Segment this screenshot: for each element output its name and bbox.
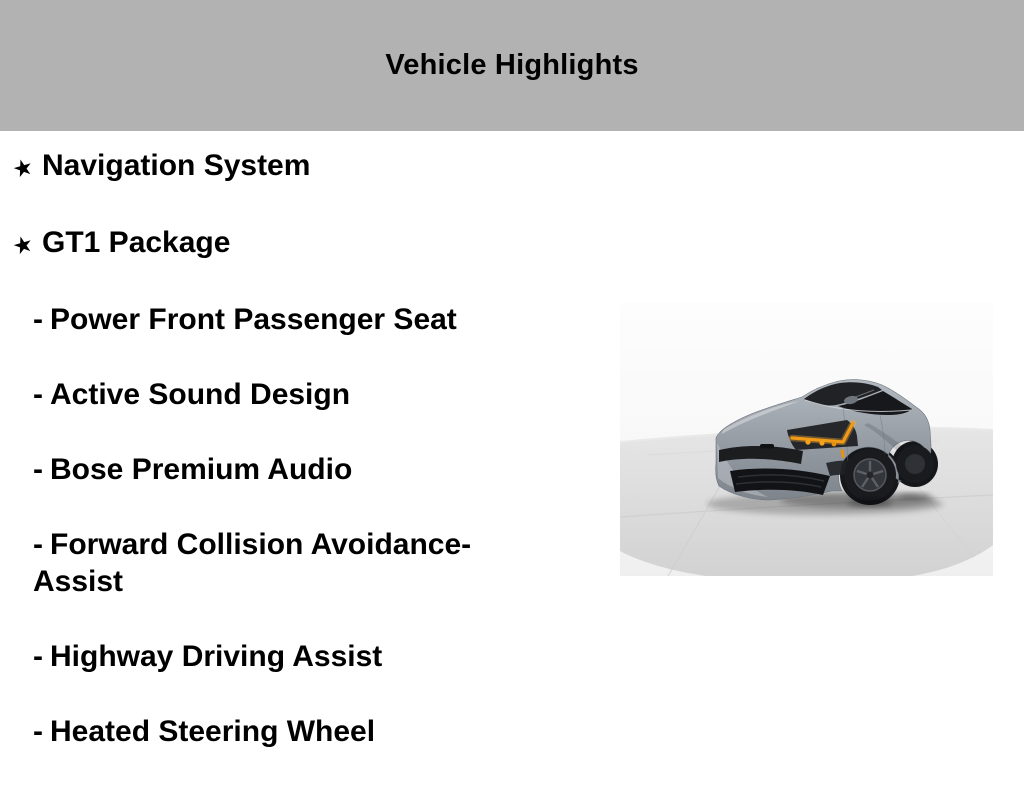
list-item: [33, 638, 533, 675]
dash-bullet: -: [33, 303, 43, 336]
item-label: Active Sound Design: [50, 378, 351, 411]
item-label: Navigation System: [42, 149, 311, 182]
front-wheel: [844, 449, 896, 501]
header-band: [0, 0, 1024, 131]
item-label: Forward Collision Avoidance-Assist: [33, 528, 472, 598]
item-label: Heated Steering Wheel: [50, 715, 376, 748]
kia-badge: [760, 444, 774, 449]
item-label: Highway Driving Assist: [50, 640, 383, 673]
list-item: [9, 147, 573, 186]
list-item: [9, 224, 573, 263]
star-bullet-icon: ★: [9, 229, 37, 261]
dash-bullet: -: [33, 378, 43, 411]
list-item: [33, 526, 533, 600]
list-item: [33, 713, 533, 750]
rear-wheel: [896, 445, 934, 483]
star-bullet-icon: ★: [9, 152, 37, 184]
car-illustration: [620, 303, 993, 576]
vehicle-photo: [620, 303, 993, 576]
item-label: GT1 Package: [42, 226, 231, 259]
page-title: Vehicle Highlights: [385, 49, 639, 81]
highlights-list: [9, 147, 573, 788]
dash-bullet: -: [33, 528, 43, 561]
list-item: [33, 301, 533, 338]
list-item: [33, 451, 533, 488]
dash-bullet: -: [33, 715, 43, 748]
item-label: Power Front Passenger Seat: [50, 303, 457, 336]
item-label: Bose Premium Audio: [50, 453, 353, 486]
list-item: [33, 376, 533, 413]
dash-bullet: -: [33, 640, 43, 673]
dash-bullet: -: [33, 453, 43, 486]
